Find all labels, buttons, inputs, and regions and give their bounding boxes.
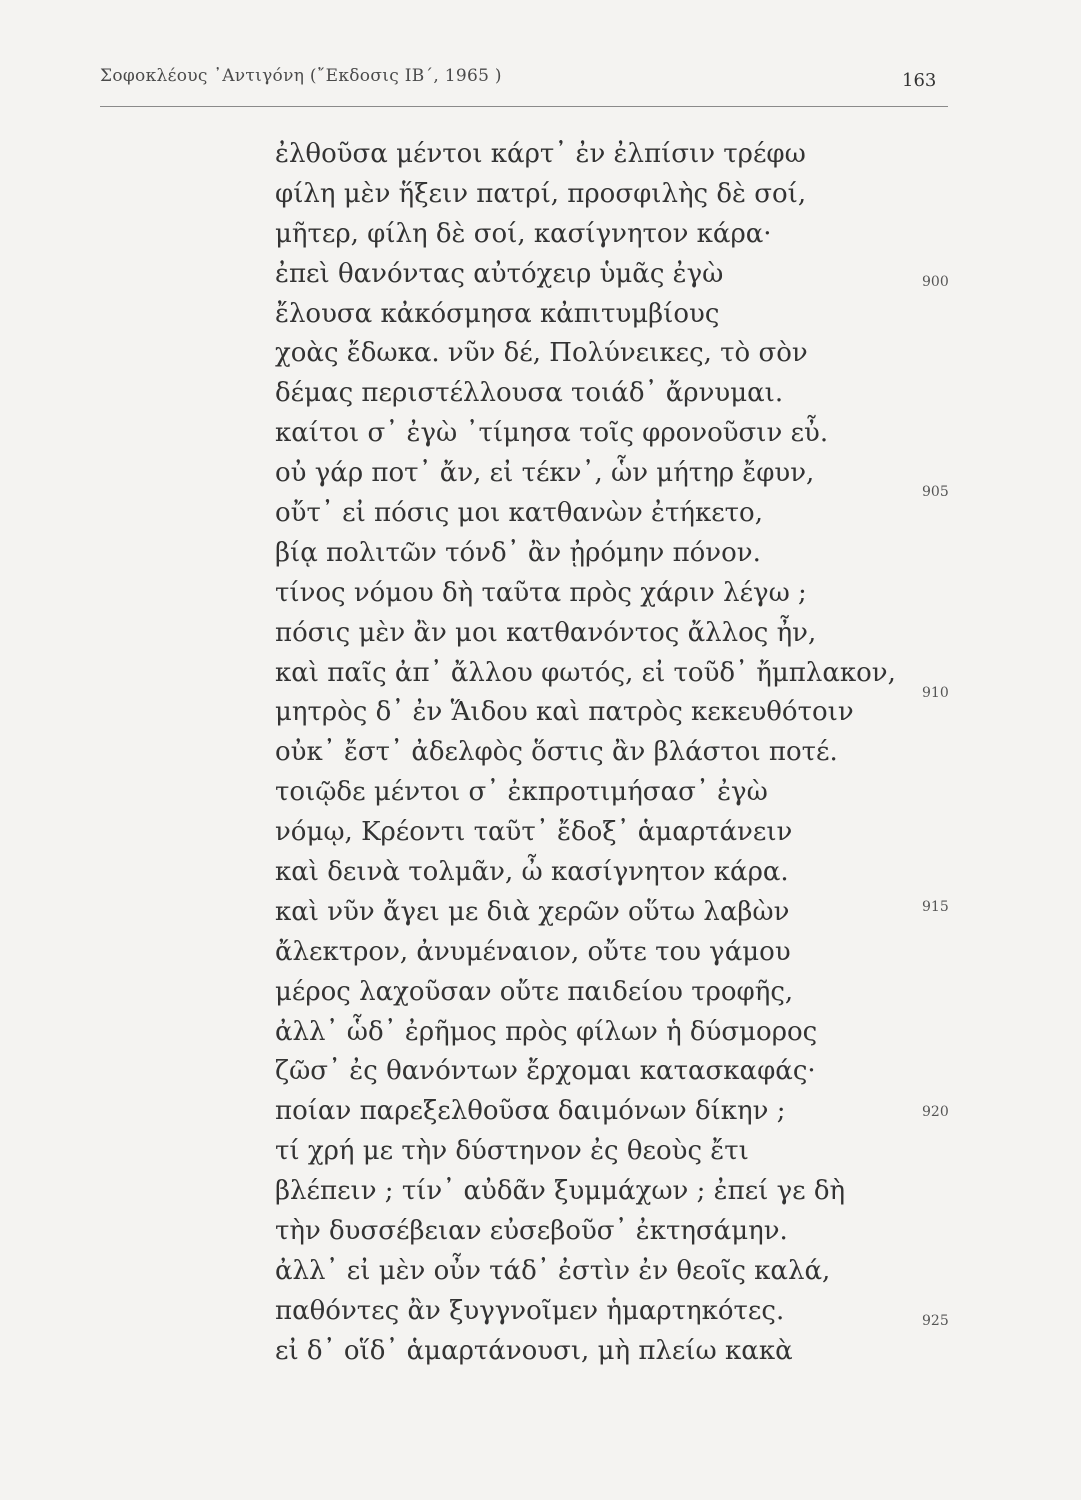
- verse-line: τί χρή με τὴν δύστηνον ἐς θεοὺς ἔτι: [275, 1136, 749, 1167]
- verse-line: ἄλεκτρον, ἀνυμέναιον, οὔτε του γάμου: [275, 936, 791, 967]
- verse-line: τοιῷδε μέντοι σ᾽ ἐκπροτιμήσασ᾽ ἐγὼ: [275, 777, 768, 808]
- verse-line: βλέπειν ; τίν᾽ αὐδᾶν ξυμμάχων ; ἐπεί γε δὴ: [275, 1176, 846, 1207]
- verse-line: καὶ δεινὰ τολμᾶν, ὦ κασίγνητον κάρα.: [275, 857, 789, 888]
- verse-line: φίλη μὲν ἥξειν πατρί, προσφιλὴς δὲ σοί,: [275, 178, 807, 209]
- line-number: 915: [922, 899, 949, 915]
- verse-line: βίᾳ πολιτῶν τόνδ᾽ ἂν ᾐρόμην πόνον.: [275, 537, 761, 568]
- verse-line: ἀλλ᾽ ὧδ᾽ ἐρῆμος πρὸς φίλων ἡ δύσμορος: [275, 1016, 818, 1047]
- verse-line: ἐπεὶ θανόντας αὐτόχειρ ὑμᾶς ἐγὼ: [275, 258, 724, 289]
- line-number: 925: [922, 1313, 949, 1329]
- line-number: 910: [922, 685, 949, 701]
- verse-line: πόσις μὲν ἂν μοι κατθανόντος ἄλλος ἦν,: [275, 617, 817, 648]
- verse-line: χοὰς ἔδωκα. νῦν δέ, Πολύνεικες, τὸ σὸν: [275, 338, 808, 369]
- verse-line: οὐ γάρ ποτ᾽ ἄν, εἰ τέκν᾽, ὧν μήτηρ ἔφυν,: [275, 458, 815, 489]
- verse-line: μῆτερ, φίλη δὲ σοί, κασίγνητον κάρα·: [275, 218, 772, 249]
- verse-line: μητρὸς δ᾽ ἐν Ἅιδου καὶ πατρὸς κεκευθότοιν: [275, 697, 854, 728]
- verse-line: μέρος λαχοῦσαν οὔτε παιδείου τροφῆς,: [275, 976, 794, 1007]
- line-number: 905: [922, 484, 949, 500]
- verse-line: ἐλθοῦσα μέντοι κάρτ᾽ ἐν ἐλπίσιν τρέφω: [275, 139, 806, 169]
- verse-line: ζῶσ᾽ ἐς θανόντων ἔρχομαι κατασκαφάς·: [275, 1056, 816, 1087]
- verse-line: καὶ παῖς ἀπ᾽ ἄλλου φωτός, εἰ τοῦδ᾽ ἤμπλακον,: [275, 657, 896, 688]
- verse-line: οὔτ᾽ εἰ πόσις μοι κατθανὼν ἐτήκετο,: [275, 498, 763, 529]
- verse-line: τίνος νόμου δὴ ταῦτα πρὸς χάριν λέγω ;: [275, 577, 807, 608]
- running-title: Σοφοκλέους ᾽Αντιγόνη (῎Εκδοσις ΙΒ΄, 1965 ): [100, 66, 502, 86]
- verse-block: [275, 135, 915, 1372]
- verse-line: παθόντες ἂν ξυγγνοῖμεν ἡμαρτηκότες.: [275, 1295, 785, 1326]
- verse-line: τὴν δυσσέβειαν εὐσεβοῦσ᾽ ἐκτησάμην.: [275, 1216, 788, 1247]
- verse-line: εἰ δ᾽ οἵδ᾽ ἁμαρτάνουσι, μὴ πλείω κακὰ: [275, 1335, 793, 1366]
- page-number: 163: [902, 70, 937, 91]
- verse-line: ἔλουσα κἀκόσμησα κἀπιτυμβίους: [275, 298, 720, 329]
- header-rule: [100, 106, 948, 107]
- verse-line: δέμας περιστέλλουσα τοιάδ᾽ ἄρνυμαι.: [275, 378, 784, 409]
- line-number: 920: [922, 1104, 949, 1120]
- verse-line: καὶ νῦν ἄγει με διὰ χερῶν οὕτω λαβὼν: [275, 896, 790, 927]
- verse-line: οὐκ᾽ ἔστ᾽ ἀδελφὸς ὅστις ἂν βλάστοι ποτέ.: [275, 737, 838, 768]
- verse-line: ποίαν παρεξελθοῦσα δαιμόνων δίκην ;: [275, 1096, 786, 1127]
- verse-line: ἀλλ᾽ εἰ μὲν οὖν τάδ᾽ ἐστὶν ἐν θεοῖς καλά,: [275, 1255, 831, 1286]
- line-number: 900: [922, 274, 949, 290]
- verse-line: νόμῳ, Κρέοντι ταῦτ᾽ ἔδοξ᾽ ἁμαρτάνειν: [275, 817, 793, 848]
- verse-line: καίτοι σ᾽ ἐγὼ ᾽τίμησα τοῖς φρονοῦσιν εὖ.: [275, 418, 829, 449]
